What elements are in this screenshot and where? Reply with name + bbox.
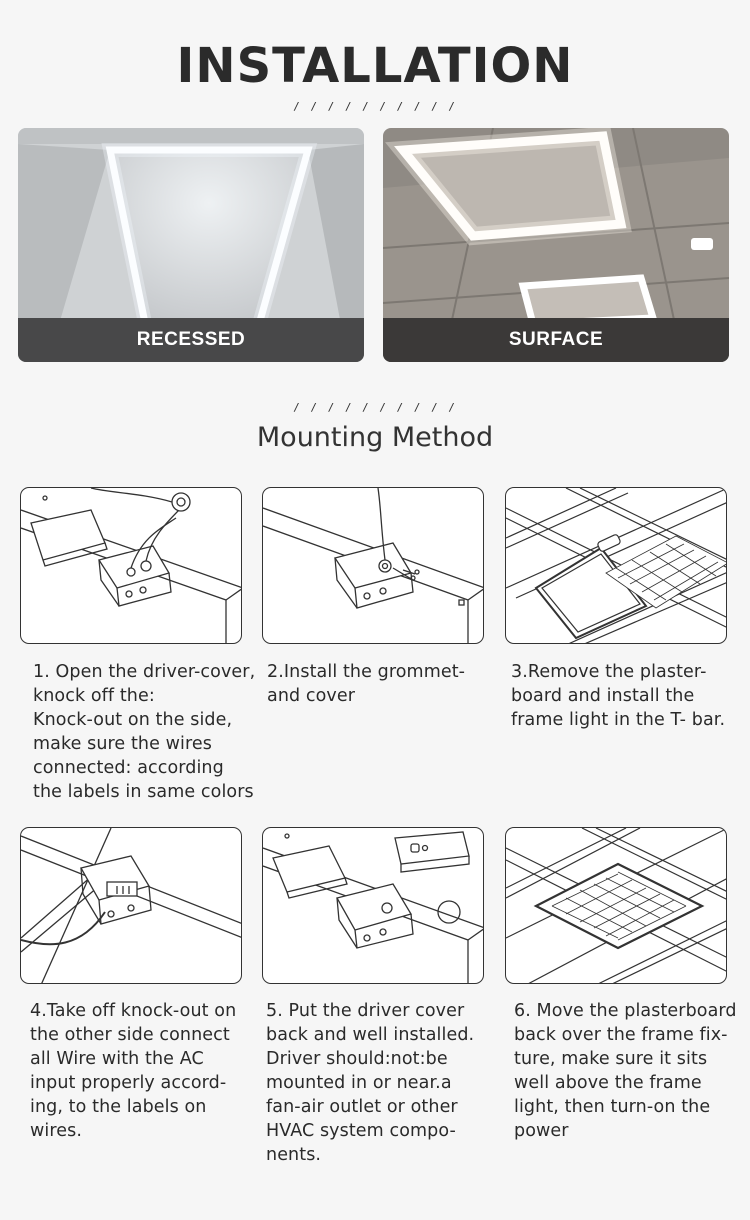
title-divider: / / / / / / / / / / xyxy=(293,100,457,113)
step-4-diagram xyxy=(20,827,242,984)
page-title: INSTALLATION xyxy=(176,38,574,94)
step-3-text: 3.Remove the plaster- board and install the frame light in the T- bar. xyxy=(511,662,726,730)
recessed-label: RECESSED xyxy=(18,318,364,362)
step-3-diagram xyxy=(505,487,727,644)
step-5-text: 5. Put the driver cover back and well installed. Driver should:not:be mounted in or near.a fan-air outlet or other HVAC system compo- nents. xyxy=(266,1001,475,1165)
mounting-divider: / / / / / / / / / / xyxy=(293,401,457,414)
step-1-diagram xyxy=(20,487,242,644)
step-6-diagram xyxy=(505,827,727,984)
step-1-text: 1. Open the driver-cover, knock off the: Knock-out on the side, make sure the wires connected: according the labels in same colors xyxy=(33,662,256,802)
step-4-text: 4.Take off knock-out on the other side connect all Wire with the AC input properly accord- ing, to the labels on wires. xyxy=(30,1001,237,1141)
surface-photo xyxy=(383,128,729,362)
recessed-photo xyxy=(18,128,364,362)
step-5-diagram xyxy=(262,827,484,984)
step-2-diagram xyxy=(262,487,484,644)
mounting-title: Mounting Method xyxy=(256,422,494,453)
step-2-text: 2.Install the grommet- and cover xyxy=(267,662,466,706)
step-6-text: 6. Move the plasterboard back over the frame fix- ture, make sure it sits well above the frame light, then turn-on the power xyxy=(514,1001,737,1141)
surface-label: SURFACE xyxy=(383,318,729,362)
